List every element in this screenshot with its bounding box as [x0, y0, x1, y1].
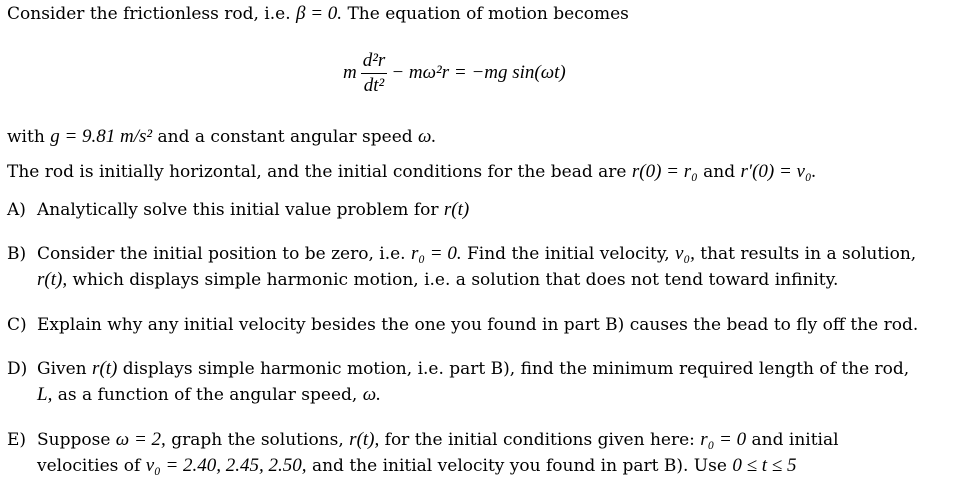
with-pre: with — [7, 127, 45, 147]
gravity-value: g = 9.81 m/s² — [50, 126, 153, 147]
part-e-line1d: and initial — [751, 430, 839, 450]
part-e-line2b: and the initial velocity you found in part B). Use — [311, 456, 727, 476]
part-d-line2: as a function of the angular speed, — [57, 385, 358, 405]
with-line — [7, 126, 436, 148]
intro-line — [7, 3, 629, 25]
initial-text: The rod is initially horizontal, and the initial conditions for the bead are — [7, 162, 627, 182]
part-e-line1a: Suppose — [37, 430, 111, 450]
part-a — [7, 197, 469, 223]
eq-denominator: dt² — [363, 74, 385, 96]
part-d-m2: L, — [37, 384, 53, 405]
part-a-text: Analytically solve this initial value problem for — [37, 200, 439, 220]
part-b-m3: r(t), — [37, 269, 68, 290]
part-d-line1b: displays simple harmonic motion, i.e. part B), find the minimum required length of the rod, — [122, 359, 910, 379]
initial-conditions-line — [7, 161, 816, 183]
part-b-m2: v₀, — [675, 243, 695, 264]
equation-of-motion — [343, 44, 566, 102]
part-d-m3: ω. — [362, 384, 381, 405]
part-d-line1a: Given — [37, 359, 87, 379]
eq-second-derivative — [361, 50, 388, 97]
intro-text: Consider the frictionless rod, i.e. — [7, 4, 291, 24]
part-c — [7, 313, 918, 338]
beta-equation: β = 0. — [296, 3, 343, 24]
part-d — [7, 356, 909, 408]
with-mid: and a constant angular speed — [157, 127, 413, 147]
part-b-line1a: Consider the initial position to be zero, i.e. — [37, 244, 406, 264]
eq-numerator: d²r — [361, 50, 388, 74]
part-e-m4: v₀ = 2.40, 2.45, 2.50, — [145, 455, 307, 476]
part-c-label: C) — [7, 315, 27, 335]
part-e-m2: r(t), — [349, 429, 380, 450]
part-e-line1c: for the initial conditions given here: — [384, 430, 695, 450]
part-b-line2: which displays simple harmonic motion, i.e. a solution that does not tend toward infinity. — [72, 270, 839, 290]
part-e-line1b: graph the solutions, — [171, 430, 344, 450]
eq-mass: m — [343, 62, 357, 83]
part-a-math: r(t) — [443, 199, 470, 220]
part-e-label: E) — [7, 430, 27, 450]
part-e-m1: ω = 2, — [115, 429, 166, 450]
omega-symbol: ω. — [418, 126, 437, 147]
part-c-text: Explain why any initial velocity besides the one you found in part B) causes the bead to fly off the rod. — [37, 315, 919, 335]
part-a-label: A) — [7, 200, 26, 220]
initial-and: and — [703, 162, 736, 182]
part-e-m3: r₀ = 0 — [700, 429, 747, 450]
part-e — [7, 427, 839, 479]
initial-position: r(0) = r₀ — [631, 161, 698, 182]
part-d-m1: r(t) — [92, 358, 118, 379]
part-b-m1: r₀ = 0. — [411, 243, 462, 264]
part-d-label: D) — [7, 359, 28, 379]
part-b-line1b: Find the initial velocity, — [466, 244, 670, 264]
intro-tail: The equation of motion becomes — [347, 4, 629, 24]
part-b-line1c: that results in a solution, — [700, 244, 917, 264]
part-e-line2a: velocities of — [37, 456, 141, 476]
part-b-label: B) — [7, 244, 27, 264]
part-e-m5: 0 ≤ t ≤ 5 — [732, 455, 797, 476]
eq-rest: − mω²r = −mg sin(ωt) — [391, 62, 566, 83]
initial-velocity: r′(0) = v₀. — [740, 161, 817, 182]
part-b — [7, 241, 916, 293]
